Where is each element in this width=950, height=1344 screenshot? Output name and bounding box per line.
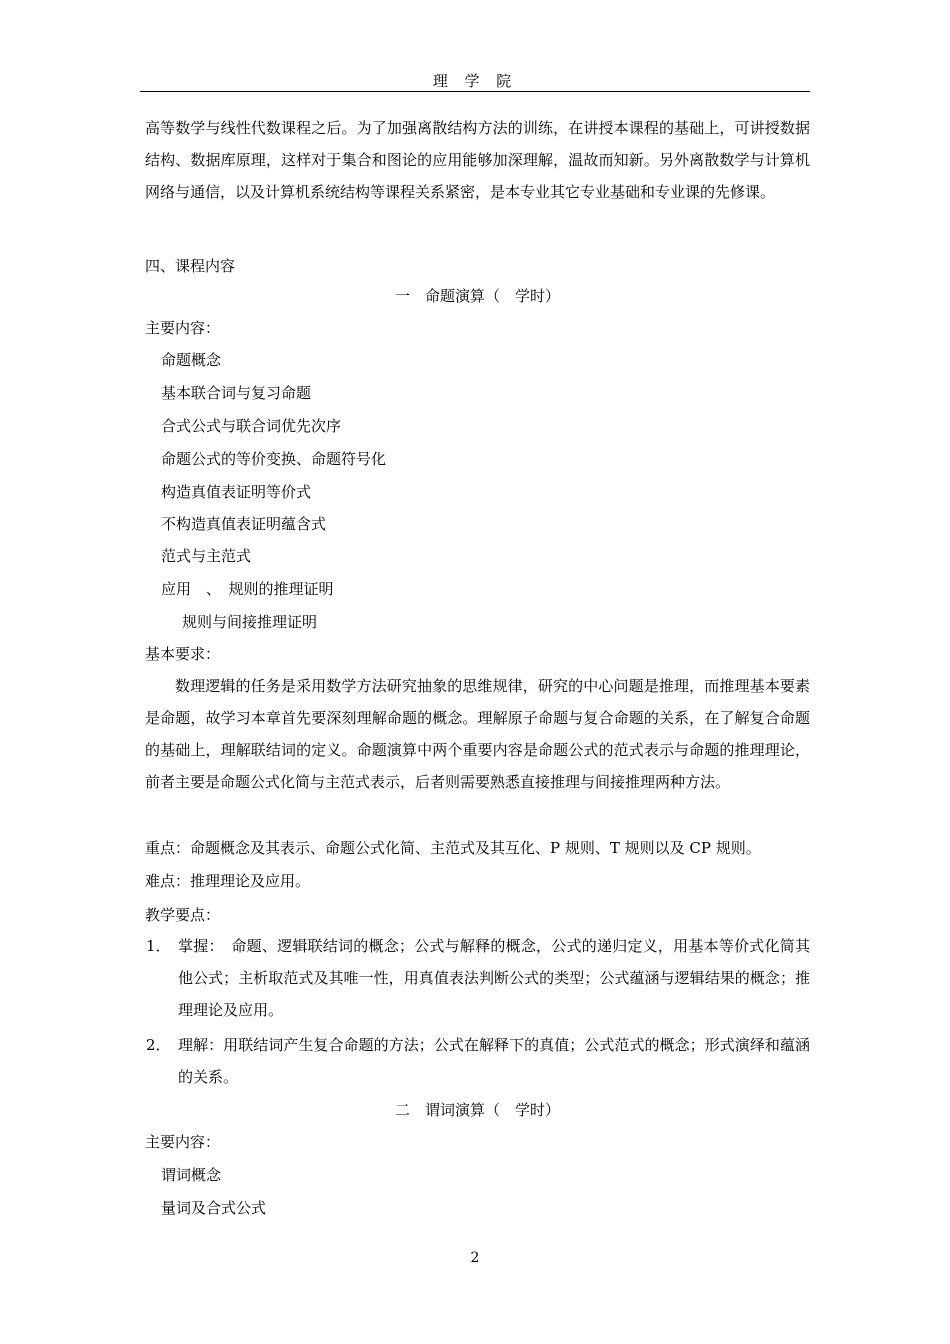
intro-paragraph: 高等数学与线性代数课程之后。为了加强离散结构方法的训练，在讲授本课程的基础上，可讲授数据结构、数据库原理，这样对于集合和图论的应用能够加深理解，温故而知新。另外离散数学与计算机网络与通信，以及计算机系统结构等课程关系紧密，是本专业其它专业基础和专业课的先修课。 [145, 119, 810, 201]
teaching-point-number: 2． [146, 1036, 171, 1054]
ch1-item: 命题公式的等价变换、命题符号化 [161, 450, 387, 468]
ch2-item: 量词及合式公式 [161, 1199, 267, 1217]
ch1-item: 构造真值表证明等价式 [161, 483, 312, 501]
ch1-item: 不构造真值表证明蕴含式 [161, 515, 327, 533]
chapter-1-title: 一 命题演算（ 学时） [394, 287, 560, 305]
ch2-main-content-label: 主要内容： [145, 1133, 221, 1151]
ch2-item: 谓词概念 [161, 1166, 222, 1184]
teaching-point-number: 1． [146, 937, 171, 955]
ch1-difficulty: 难点：推理理论及应用。 [145, 872, 311, 890]
teaching-point-text: 掌握： 命题、逻辑联结词的概念；公式与解释的概念，公式的递归定义，用基本等价式化简其他公式；主析取范式及其唯一性，用真值表法判断公式的类型；公式蕴涵与逻辑结果的概念；推理理论及应用。 [178, 937, 810, 1019]
ch1-item: 基本联合词与复习命题 [161, 384, 312, 402]
teaching-point-text: 理解：用联结词产生复合命题的方法；公式在解释下的真值；公式范式的概念；形式演绎和蕴涵的关系。 [178, 1036, 810, 1086]
ch1-teaching-label: 教学要点： [145, 906, 221, 924]
ch1-requirements-label: 基本要求： [145, 645, 221, 663]
ch1-item: 命题概念 [161, 351, 222, 369]
page-header: 理 学 院 [432, 72, 518, 90]
chapter-2-title: 二 谓词演算（ 学时） [394, 1101, 560, 1119]
ch1-key-points: 重点：命题概念及其表示、命题公式化简、主范式及其互化、P 规则、T 规则以及 CP 规则。 [145, 839, 761, 857]
section-heading: 四、课程内容 [145, 257, 236, 275]
ch1-item: 合式公式与联合词优先次序 [161, 417, 342, 435]
page-number: 2 [470, 1250, 480, 1266]
ch1-item: 应用 、 规则的推理证明 [161, 580, 334, 598]
ch1-item: 规则与间接推理证明 [182, 613, 318, 631]
header-rule [140, 91, 810, 92]
ch1-main-content-label: 主要内容： [145, 319, 221, 337]
ch1-requirements-text: 数理逻辑的任务是采用数学方法研究抽象的思维规律，研究的中心问题是推理，而推理基本要素是命题，故学习本章首先要深刻理解命题的概念。理解原子命题与复合命题的关系，在了解复合命题的基础上，理解联结词的定义。命题演算中两个重要内容是命题公式的范式表示与命题的推理理论，前者主要是命题公式化简与主范式表示，后者则需要熟悉直接推理与间接推理两种方法。 [145, 677, 810, 791]
ch1-item: 范式与主范式 [161, 547, 252, 565]
